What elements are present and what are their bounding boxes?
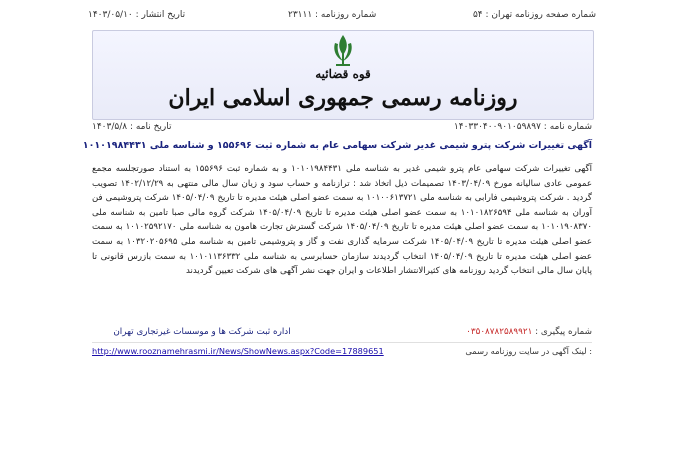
news-link[interactable]: http://www.rooznamehrasmi.ir/News/ShowNews.aspx?Code=17889651 <box>92 346 384 356</box>
tracking-number <box>466 327 592 337</box>
notice-body: آگهی تغییرات شرکت سهامی عام پترو شیمی غدیر به شناسه ملی ۱۰۱۰۱۹۸۴۴۳۱ و به شماره ثبت ۱۵۵۶۹۶ به استناد صورتجلسه مجمع عمومی عادی سالیانه مورخ ۱۴۰۳/۰۴/۰۹ تصمیمات ذیل اتخاذ شد : ترازنامه و حساب سود و زیان سال مالی منتهی به ۱۴۰۲/۱۲/۲۹ تصویب گردید . شرکت پتروشیمی فارابی به شناسه ملی ۱۰۱۰۰۶۱۳۷۲۱ به سمت عضو اصلی هیئت مدیره تا تاریخ ۱۴۰۵/۰۴/۰۹ شرکت پتروشیمی فن آوران به شناسه ملی ۱۰۱۰۱۸۲۶۵۹۴ به سمت عضو اصلی هیئت مدیره تا تاریخ ۱۴۰۵/۰۴/۰۹ شرکت گروه مالی صبا تامین به شناسه ملی ۱۰۱۰۱۹۰۸۳۷۰ به سمت عضو اصلی هیئت مدیره تا تاریخ ۱۴۰۵/۰۴/۰۹ شرکت گسترش تجارت هامون به شناسه ملی ۱۰۱۰۲۵۹۲۱۷۰ به سمت عضو اصلی هیئت مدیره تا تاریخ ۱۴۰۵/۰۴/۰۹ شرکت سرمایه گذاری نفت و گاز و پتروشیمی تامین به شناسه ملی ۱۰۳۲۰۲۰۵۶۹۵ به سمت عضو اصلی هیئت مدیره تا تاریخ ۱۴۰۵/۰۴/۰۹ انتخاب گردیدند سازمان حسابرسی به شناسه ملی ۱۰۱۰۱۱۳۶۳۳۲ به سمت بازرس قانونی تا پایان سال مالی انتخاب گردید روزنامه های کثیرالانتشار اطلاعات و ایران جهت نشر آگهی های شرکت تعیین گردیدند <box>92 164 592 277</box>
notice-headline: آگهی تغییرات شرکت پترو شیمی غدیر شرکت سهامی عام به شماره ثبت ۱۵۵۶۹۶ و شناسه ملی ۱۰۱۰۱۹۸۴۴۳۱ <box>82 140 592 151</box>
masthead-subtitle: قوه قضائیه <box>315 67 371 81</box>
link-label: لینک آگهی در سایت روزنامه رسمی : <box>465 346 592 356</box>
letter-meta <box>92 122 592 136</box>
judiciary-emblem-icon <box>329 33 357 67</box>
letter-date: تاریخ نامه : ۱۴۰۳/۵/۸ <box>92 122 172 132</box>
gazette-number: شماره روزنامه : ۲۳۱۱۱ <box>288 10 377 20</box>
page-number: شماره صفحه روزنامه تهران : ۵۴ <box>472 10 596 20</box>
tracking-value: ۰۳۵۰۸۷۸۲۵۸۹۹۲۱ <box>466 327 533 337</box>
masthead-title: روزنامه رسمی جمهوری اسلامی ایران <box>168 85 518 111</box>
divider <box>92 342 592 343</box>
top-bar <box>88 10 596 26</box>
masthead-banner <box>92 30 594 120</box>
publish-date: تاریخ انتشار : ۱۴۰۳/۰۵/۱۰ <box>88 10 186 20</box>
tracking-label: شماره پیگیری : <box>532 327 592 337</box>
issuing-office: اداره ثبت شرکت ها و موسسات غیرتجاری تهران <box>113 327 291 337</box>
letter-number: شماره نامه : ۱۴۰۳۳۰۴۰۰۹۰۱۰۵۹۸۹۷ <box>453 122 592 132</box>
